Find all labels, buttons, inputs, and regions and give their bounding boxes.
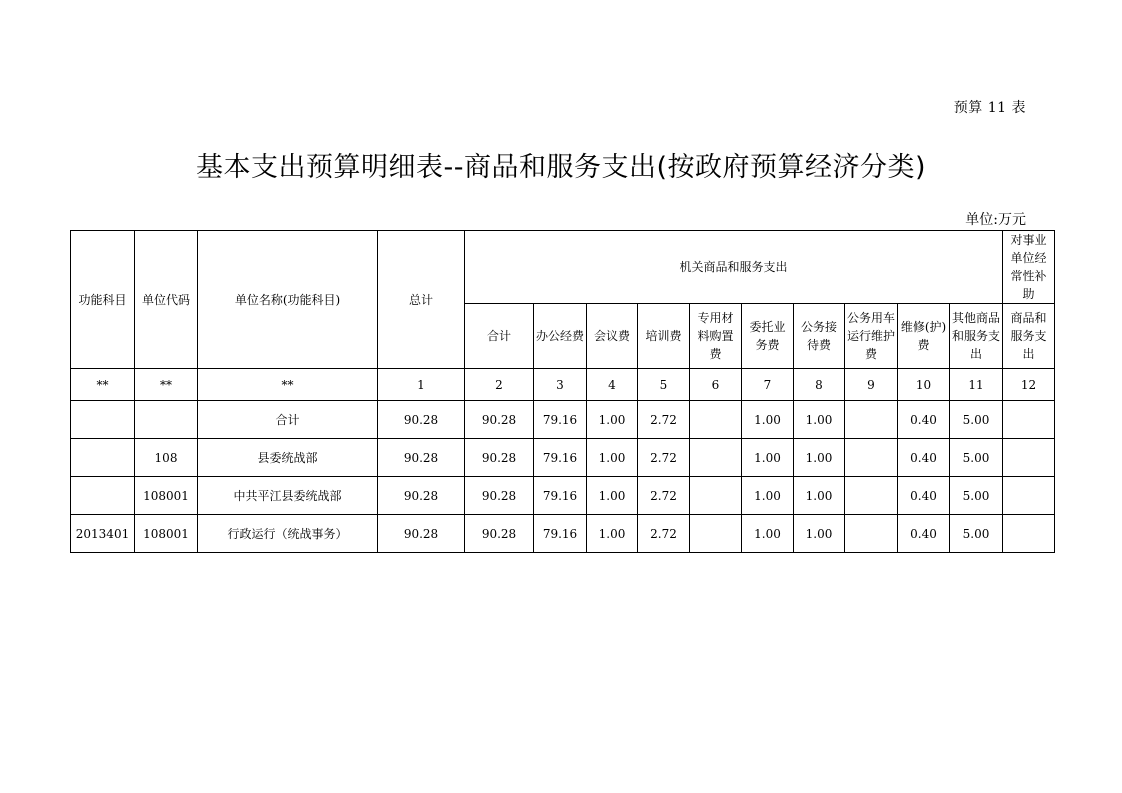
header-goods-services: 商品和服务支出: [1003, 304, 1055, 369]
index-cell: 12: [1003, 369, 1055, 401]
table-cell: [71, 401, 135, 439]
table-cell: 县委统战部: [198, 439, 378, 477]
table-row: [71, 401, 1055, 439]
index-cell: 8: [794, 369, 845, 401]
header-col-2: 办公经费: [534, 304, 587, 369]
table-cell: [1003, 439, 1055, 477]
header-row-top: [71, 231, 1055, 304]
table-cell: 5.00: [950, 515, 1003, 553]
table-cell: 行政运行（统战事务）: [198, 515, 378, 553]
table-cell: 108: [135, 439, 198, 477]
table-cell: 1.00: [587, 439, 638, 477]
header-col-3: 会议费: [587, 304, 638, 369]
table-cell: 108001: [135, 477, 198, 515]
header-unit-code: 单位代码: [135, 231, 198, 369]
table-cell: 79.16: [534, 401, 587, 439]
index-cell: **: [135, 369, 198, 401]
page-title: 基本支出预算明细表--商品和服务支出(按政府预算经济分类): [195, 152, 927, 183]
table-cell: 1.00: [742, 515, 794, 553]
table-cell: 79.16: [534, 439, 587, 477]
index-row: [71, 369, 1055, 401]
unit-label: 单位:万元: [965, 212, 1026, 228]
index-cell: 2: [465, 369, 534, 401]
table-cell: 90.28: [378, 401, 465, 439]
index-cell: 5: [638, 369, 690, 401]
header-col-6: 委托业务费: [742, 304, 794, 369]
table-row: [71, 515, 1055, 553]
header-col-10: 其他商品和服务支出: [950, 304, 1003, 369]
table-cell: [690, 401, 742, 439]
table-cell: 1.00: [742, 439, 794, 477]
index-cell: 6: [690, 369, 742, 401]
table-cell: 2013401: [71, 515, 135, 553]
header-total: 总计: [378, 231, 465, 369]
table-cell: [690, 477, 742, 515]
table-cell: 2.72: [638, 515, 690, 553]
table-cell: 90.28: [378, 439, 465, 477]
table-cell: [690, 515, 742, 553]
header-group: 机关商品和服务支出: [465, 231, 1003, 304]
table-cell: 90.28: [378, 477, 465, 515]
table-cell: [845, 401, 898, 439]
table-cell: 90.28: [465, 477, 534, 515]
header-col-4: 培训费: [638, 304, 690, 369]
header-subsidy: 对事业单位经常性补助: [1003, 231, 1055, 304]
index-cell: 11: [950, 369, 1003, 401]
header-col-1: 合计: [465, 304, 534, 369]
table-cell: 90.28: [465, 439, 534, 477]
header-col-5: 专用材料购置费: [690, 304, 742, 369]
data-body: [71, 401, 1055, 553]
table-cell: 108001: [135, 515, 198, 553]
table-row: [71, 477, 1055, 515]
table-cell: 0.40: [898, 401, 950, 439]
table-cell: 0.40: [898, 439, 950, 477]
table-cell: 1.00: [794, 439, 845, 477]
table-cell: 1.00: [587, 477, 638, 515]
table-cell: 1.00: [742, 401, 794, 439]
table-cell: [135, 401, 198, 439]
header-col-9: 维修(护)费: [898, 304, 950, 369]
index-cell: 3: [534, 369, 587, 401]
table-cell: 0.40: [898, 477, 950, 515]
index-cell: 1: [378, 369, 465, 401]
index-cell: 4: [587, 369, 638, 401]
table-cell: 5.00: [950, 477, 1003, 515]
index-cell: 7: [742, 369, 794, 401]
header-col-8: 公务用车运行维护费: [845, 304, 898, 369]
header-col-7: 公务接待费: [794, 304, 845, 369]
index-cell: **: [71, 369, 135, 401]
table-cell: 90.28: [465, 515, 534, 553]
table-cell: [845, 515, 898, 553]
table-cell: [1003, 477, 1055, 515]
table-cell: 90.28: [378, 515, 465, 553]
budget-table: [70, 230, 1055, 553]
table-cell: [1003, 401, 1055, 439]
header-func-subject: 功能科目: [71, 231, 135, 369]
table-cell: 0.40: [898, 515, 950, 553]
table-cell: 1.00: [794, 401, 845, 439]
table-cell: 5.00: [950, 439, 1003, 477]
table-cell: 2.72: [638, 477, 690, 515]
table-cell: 79.16: [534, 477, 587, 515]
table-cell: 5.00: [950, 401, 1003, 439]
table-cell: [71, 439, 135, 477]
table-cell: 2.72: [638, 439, 690, 477]
table-cell: [845, 477, 898, 515]
table-cell: 1.00: [794, 477, 845, 515]
index-cell: **: [198, 369, 378, 401]
table-row: [71, 439, 1055, 477]
table-cell: [71, 477, 135, 515]
table-cell: 合计: [198, 401, 378, 439]
table-cell: 1.00: [587, 401, 638, 439]
index-cell: 10: [898, 369, 950, 401]
index-cell: 9: [845, 369, 898, 401]
table-cell: [1003, 515, 1055, 553]
table-cell: 79.16: [534, 515, 587, 553]
table-cell: 1.00: [587, 515, 638, 553]
table-cell: 中共平江县委统战部: [198, 477, 378, 515]
header-unit-name: 单位名称(功能科目): [198, 231, 378, 369]
table-cell: 2.72: [638, 401, 690, 439]
table-cell: [690, 439, 742, 477]
table-cell: 1.00: [742, 477, 794, 515]
form-number: 预算 11 表: [953, 100, 1026, 116]
table-cell: 90.28: [465, 401, 534, 439]
table-cell: 1.00: [794, 515, 845, 553]
table-cell: [845, 439, 898, 477]
